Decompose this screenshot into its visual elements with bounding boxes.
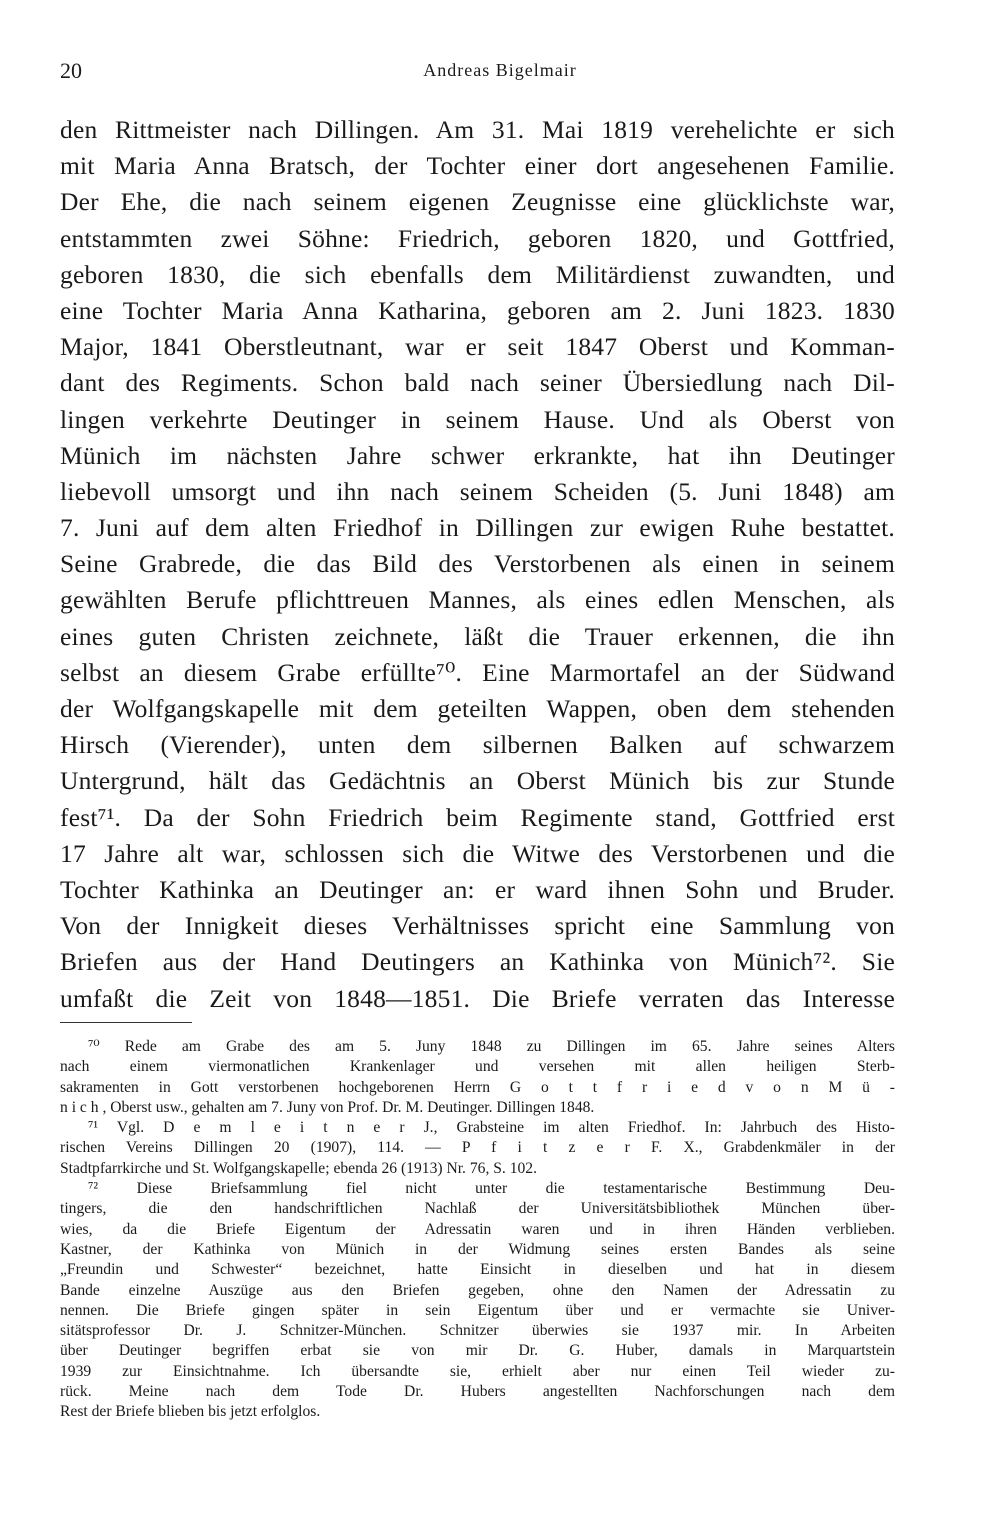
body-line: Untergrund, hält das Gedächtnis an Oberst Münich bis zur Stunde [60, 766, 895, 796]
footnote-divider [60, 1022, 192, 1023]
body-line: Münich im nächsten Jahre schwer erkrankte, hat ihn Deutinger [60, 440, 895, 470]
body-line: liebevoll umsorgt und ihn nach seinem Scheiden (5. Juni 1848) am [60, 476, 895, 506]
page-number: 20 [60, 58, 82, 83]
body-line: Tochter Kathinka an Deutinger an: er ward ihnen Sohn und Bruder. [60, 874, 895, 904]
body-line: eine Tochter Maria Anna Katharina, geboren am 2. Juni 1823. 1830 [60, 295, 895, 325]
running-head: Andreas Bigelmair [423, 60, 577, 80]
footnote-line: n i c h , Oberst usw., gehalten am 7. Juny von Prof. Dr. M. Deutinger. Dillingen 1848. [60, 1098, 595, 1116]
body-line: der Wolfgangskapelle mit dem geteilten Wappen, oben dem stehenden [60, 694, 895, 723]
footnote-line: ⁷¹ Vgl. D e m l e i t n e r J., Grabsteine im alten Friedhof. In: Jahrbuch des Histo- [88, 1119, 895, 1137]
body-line: entstammten zwei Söhne: Friedrich, geboren 1820, und Gottfried, [60, 223, 895, 253]
footnotes [60, 1037, 895, 1423]
body-line: gewählten Berufe pflichttreuen Mannes, als eines edlen Menschen, als [60, 585, 895, 615]
footnote-line: Rest der Briefe blieben bis jetzt erfolglos. [60, 1403, 321, 1421]
body-line: Von der Innigkeit dieses Verhältnisses spricht eine Sammlung von [60, 911, 895, 941]
footnote-line: sitätsprofessor Dr. J. Schnitzer-München. Schnitzer überwies sie 1937 mir. In Arbeiten [60, 1322, 895, 1340]
footnote-line: „Freundin und Schwester“ bezeichnet, hatte Einsicht in dieselben und hat in diesem [60, 1261, 895, 1279]
footnote-line: 1939 zur Einsichtnahme. Ich übersandte sie, erhielt aber nur einen Teil wieder zu- [60, 1362, 895, 1380]
body-line: Briefen aus der Hand Deutingers an Kathinka von Münich⁷². Sie [60, 947, 895, 977]
body-line: eines guten Christen zeichnete, läßt die Trauer erkennen, die ihn [60, 621, 895, 651]
footnote-line: Bande einzelne Auszüge aus den Briefen gegeben, ohne den Namen der Adressatin zu [60, 1281, 895, 1299]
footnote-line: rück. Meine nach dem Tode Dr. Hubers angestellten Nachforschungen nach dem [60, 1383, 895, 1401]
page-header [60, 58, 940, 88]
footnote-line: wies, da die Briefe Eigentum der Adressatin waren und in ihren Händen verblieben. [60, 1220, 895, 1238]
body-text [60, 112, 895, 1017]
footnote-line: nennen. Die Briefe gingen später in sein Eigentum über und er vermachte sie Univer- [60, 1301, 895, 1319]
body-line: Hirsch (Vierender), unten dem silbernen Balken auf schwarzem [60, 730, 895, 760]
footnote-line: tingers, die den handschriftlichen Nachlaß der Universitätsbibliothek München über- [60, 1200, 895, 1218]
footnote-line: nach einem viermonatlichen Krankenlager und versehen mit allen heiligen Sterb- [60, 1058, 895, 1076]
body-line: den Rittmeister nach Dillingen. Am 31. Mai 1819 verehelichte er sich [60, 115, 895, 144]
body-line: dant des Regiments. Schon bald nach seiner Übersiedlung nach Dil- [60, 368, 895, 398]
body-line: mit Maria Anna Bratsch, der Tochter einer dort angesehenen Familie. [60, 151, 895, 181]
footnote-line: Stadtpfarrkirche und St. Wolfgangskapelle; ebenda 26 (1913) Nr. 76, S. 102. [60, 1159, 538, 1177]
footnote-line: ⁷⁰ Rede am Grabe des am 5. Juny 1848 zu Dillingen im 65. Jahre seines Alters [88, 1038, 895, 1055]
body-line: 7. Juni auf dem alten Friedhof in Dillingen zur ewigen Ruhe bestattet. [60, 513, 895, 543]
footnote-line: über Deutinger begriffen erbat sie von mir Dr. G. Huber, damals in Marquartstein [60, 1342, 895, 1360]
body-line: 17 Jahre alt war, schlossen sich die Witwe des Verstorbenen und die [60, 838, 895, 868]
body-line: lingen verkehrte Deutinger in seinem Hause. Und als Oberst von [60, 404, 895, 434]
body-line: Der Ehe, die nach seinem eigenen Zeugnisse eine glücklichste war, [60, 187, 895, 217]
body-line: Major, 1841 Oberstleutnant, war er seit 1847 Oberst und Komman- [60, 332, 895, 362]
body-line: geboren 1830, die sich ebenfalls dem Militärdienst zuwandten, und [60, 259, 895, 289]
footnote-line: Kastner, der Kathinka von Münich in der Widmung seines ersten Bandes als seine [60, 1240, 895, 1258]
footnote-line: ⁷² Diese Briefsammlung fiel nicht unter die testamentarische Bestimmung Deu- [88, 1180, 895, 1198]
body-line: fest⁷¹. Da der Sohn Friedrich beim Regimente stand, Gottfried erst [60, 802, 895, 832]
body-line: Seine Grabrede, die das Bild des Verstorbenen als einen in seinem [60, 549, 895, 579]
body-line: umfaßt die Zeit von 1848—1851. Die Briefe verraten das Interesse [60, 983, 895, 1013]
footnote-line: rischen Vereins Dillingen 20 (1907), 114. — P f i t z e r F. X., Grabdenkmäler in der [60, 1139, 895, 1157]
body-line: selbst an diesem Grabe erfüllte⁷⁰. Eine Marmortafel an der Südwand [60, 657, 895, 687]
footnote-line: sakramenten in Gott verstorbenen hochgeborenen Herrn G o t t f r i e d v o n M ü - [60, 1078, 895, 1096]
